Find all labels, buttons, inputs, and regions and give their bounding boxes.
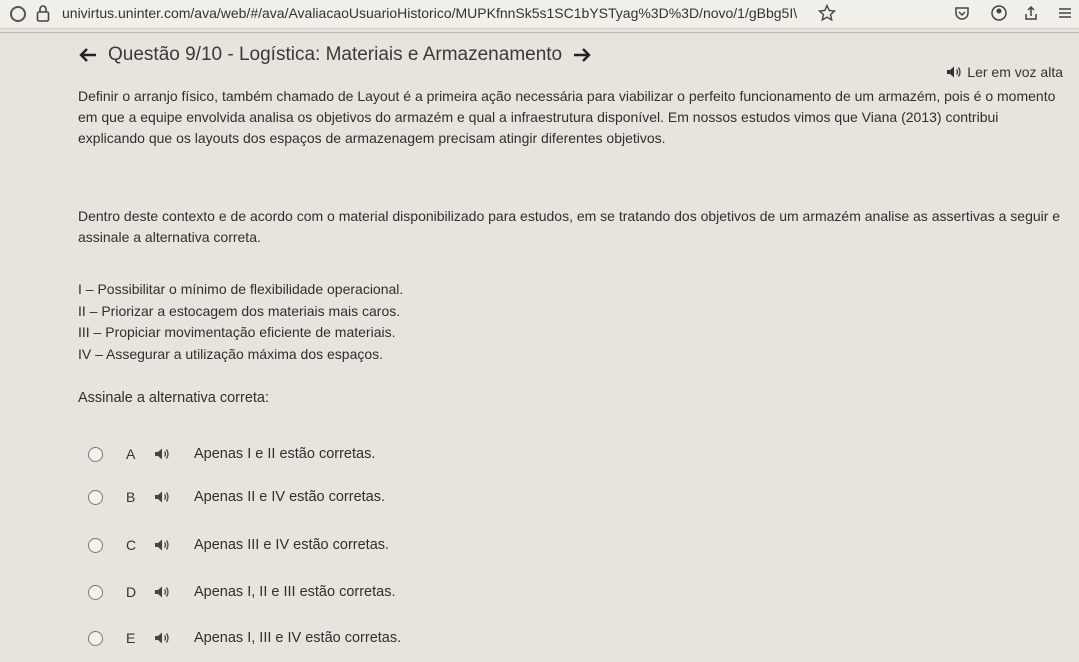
speaker-icon[interactable] bbox=[154, 585, 170, 599]
speaker-icon[interactable] bbox=[154, 490, 170, 504]
question-context-paragraph: Definir o arranjo físico, também chamado de Layout é a primeira ação necessária para viabilizar o perfeito funcionamento de um armazém, pois é o momento em que a equipe envolvida analisa os objetivos do armazém e qual a infraestrutura disponível. Em nossos estudos vimos que Viana (2013) contribui explicando que os layouts dos espaços de armazenagem precisam atingir diferentes objetivos. bbox=[78, 88, 1056, 146]
radio-button[interactable] bbox=[88, 538, 103, 553]
statements-list bbox=[78, 279, 403, 366]
radio-button[interactable] bbox=[88, 585, 103, 600]
option-text: Apenas III e IV estão corretas. bbox=[194, 537, 390, 553]
read-aloud-button[interactable] bbox=[946, 64, 1063, 80]
previous-question-arrow-icon[interactable] bbox=[78, 47, 98, 63]
option-d[interactable] bbox=[88, 580, 396, 604]
option-c[interactable] bbox=[88, 533, 390, 557]
speaker-icon[interactable] bbox=[154, 538, 170, 552]
radio-button[interactable] bbox=[88, 631, 103, 646]
menu-icon[interactable] bbox=[1056, 4, 1074, 22]
question-title: Questão 9/10 - Logística: Materiais e Armazenamento bbox=[108, 44, 563, 65]
option-text: Apenas II e IV estão corretas. bbox=[194, 489, 386, 505]
browser-toolbar bbox=[0, 0, 1079, 29]
statement-item: III – Propiciar movimentação eficiente de materiais. bbox=[78, 324, 396, 341]
statement-item: II – Priorizar a estocagem dos materiais mais caros. bbox=[78, 302, 401, 319]
question-instruction-paragraph: Dentro deste contexto e de acordo com o material disponibilizado para estudos, em se tratando dos objetivos de um armazém analise as assertivas a seguir e assinale a alternativa correta. bbox=[78, 208, 1061, 245]
pocket-icon[interactable] bbox=[953, 4, 971, 22]
speaker-icon bbox=[946, 65, 962, 79]
option-a[interactable] bbox=[88, 442, 376, 466]
option-letter: C bbox=[126, 537, 137, 553]
reload-icon[interactable] bbox=[10, 6, 26, 22]
account-icon[interactable] bbox=[990, 4, 1008, 22]
read-aloud-label: Ler em voz alta bbox=[967, 64, 1063, 80]
question-header bbox=[78, 42, 592, 68]
answer-prompt: Assinale a alternativa correta: bbox=[78, 390, 270, 406]
share-icon[interactable] bbox=[1022, 4, 1040, 22]
option-b[interactable] bbox=[88, 485, 386, 509]
option-letter: E bbox=[126, 630, 136, 646]
option-letter: B bbox=[126, 489, 136, 505]
statement-item: I – Possibilitar o mínimo de flexibilidade operacional. bbox=[78, 281, 404, 297]
radio-button[interactable] bbox=[88, 490, 103, 505]
option-letter: A bbox=[126, 446, 136, 462]
statement-item: IV – Assegurar a utilização máxima dos espaços. bbox=[78, 346, 384, 363]
radio-button[interactable] bbox=[88, 447, 103, 462]
divider bbox=[0, 32, 1079, 33]
option-text: Apenas I e II estão corretas. bbox=[194, 446, 376, 462]
bookmark-star-icon[interactable] bbox=[818, 4, 836, 22]
option-text: Apenas I, II e III estão corretas. bbox=[194, 584, 396, 600]
option-letter: D bbox=[126, 584, 137, 600]
speaker-icon[interactable] bbox=[154, 631, 170, 645]
option-text: Apenas I, III e IV estão corretas. bbox=[194, 630, 402, 646]
next-question-arrow-icon[interactable] bbox=[572, 47, 592, 63]
speaker-icon[interactable] bbox=[154, 447, 170, 461]
lock-icon bbox=[36, 4, 50, 22]
address-bar[interactable]: univirtus.uninter.com/ava/web/#/ava/AvaliacaoUsuarioHistorico/MUPKfnnSk5s1SC1bYSTyag%3D%3D/novo/1/gBbg5I\ bbox=[62, 5, 798, 21]
option-e[interactable] bbox=[88, 626, 402, 650]
